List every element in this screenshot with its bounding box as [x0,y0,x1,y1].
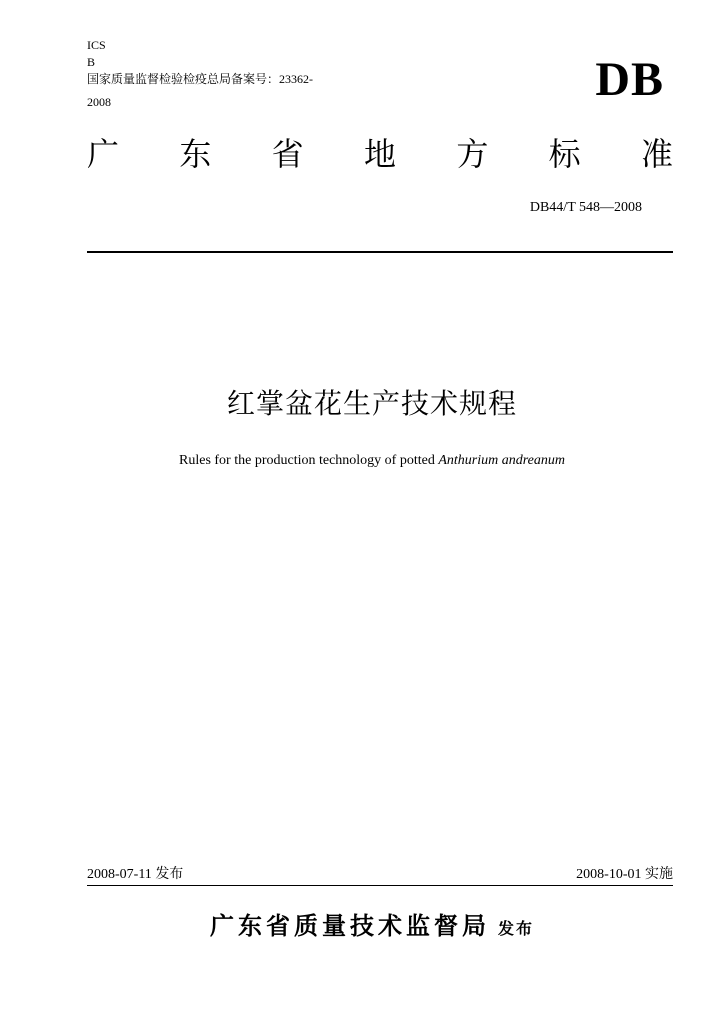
ics-label: ICS [87,38,106,52]
record-number-part2: 2008 [87,95,111,109]
standard-type-char: 方 [456,135,489,173]
english-title [0,452,724,470]
implement-date-value: 2008-10-01 [576,867,642,882]
standard-type-char: 标 [548,135,581,173]
english-title-species: Anthurium andreanum [438,453,565,468]
implement-date [576,865,673,884]
standard-type-title [87,134,673,174]
footer-divider [87,885,673,886]
standard-type-char: 地 [363,135,396,173]
issuer [0,911,724,944]
header-divider [87,251,673,253]
release-date-value: 2008-07-11 [87,867,152,882]
implement-label: 实施 [645,866,673,882]
chinese-title: 红掌盆花生产技术规程 [226,387,517,420]
issuer-publish-label: 发布 [497,919,534,938]
issuer-organization: 广东省质量技术监督局 [209,912,490,940]
db-logo: DB [595,53,664,106]
release-label: 发布 [155,866,184,882]
classification-code: B [87,55,96,69]
standard-type-char: 东 [179,135,212,173]
record-number-part1: 23362- [279,72,314,86]
release-date [87,865,183,884]
standard-type-char: 广 [87,135,120,173]
record-label: 国家质量监督检验检疫总局备案号： [87,72,280,86]
record-number [87,71,347,87]
standard-type-char: 省 [271,135,304,173]
standard-type-char: 准 [640,135,673,173]
standard-number: DB44/T 548—2008 [529,200,642,215]
english-title-text: Rules for the production technology of potted [179,453,439,468]
